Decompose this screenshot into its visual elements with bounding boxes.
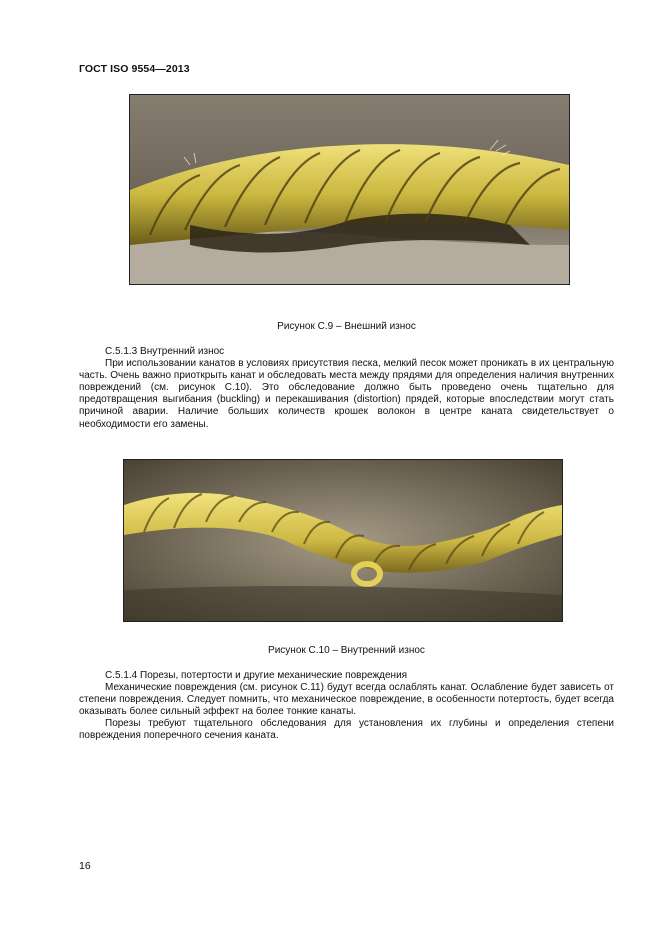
figure-c9-photo [129,94,570,285]
section-c514 [79,670,614,743]
section-c513 [79,346,614,431]
document-header: ГОСТ ISO 9554—2013 [79,63,190,75]
section-c514-paragraph-2: Порезы требуют тщательного обследования для установления их глубины и определения степени повреждения поперечного сечения каната. [79,718,614,742]
rope-internal-wear-image [124,460,562,621]
section-c513-paragraph: При использовании канатов в условиях присутствия песка, мелкий песок может проникать в их центральную часть. Очень важно приоткрыть канат и обследовать места между прядями для определения наличия внутренних повреждений (см. рисунок С.10). Это обследование должно быть проведено очень тщательно для предотвращения выгибания (buckling) и перекашивания (distortion) прядей, которые впоследствии могут стать причиной аварии. Наличие больших количеств крошек волокон в центре каната свидетельствует о необходимости его замены. [79,358,614,430]
section-c514-paragraph-1: Механические повреждения (см. рисунок С.11) будут всегда ослаблять канат. Ослабление будет зависеть от степени повреждения. Следует помнить, что механическое повреждение, в особенности потертость, будет всегда оказывать более сильный эффект на более тонкие канаты. [79,682,614,718]
figure-c10-photo [123,459,563,622]
rope-external-wear-image [130,95,569,284]
section-c514-heading: С.5.1.4 Порезы, потертости и другие механические повреждения [105,670,408,681]
page-number: 16 [79,860,91,872]
figure-c9-caption: Рисунок С.9 – Внешний износ [277,321,416,332]
section-c513-heading: С.5.1.3 Внутренний износ [105,346,225,357]
figure-c10-caption: Рисунок С.10 – Внутренний износ [268,645,425,656]
